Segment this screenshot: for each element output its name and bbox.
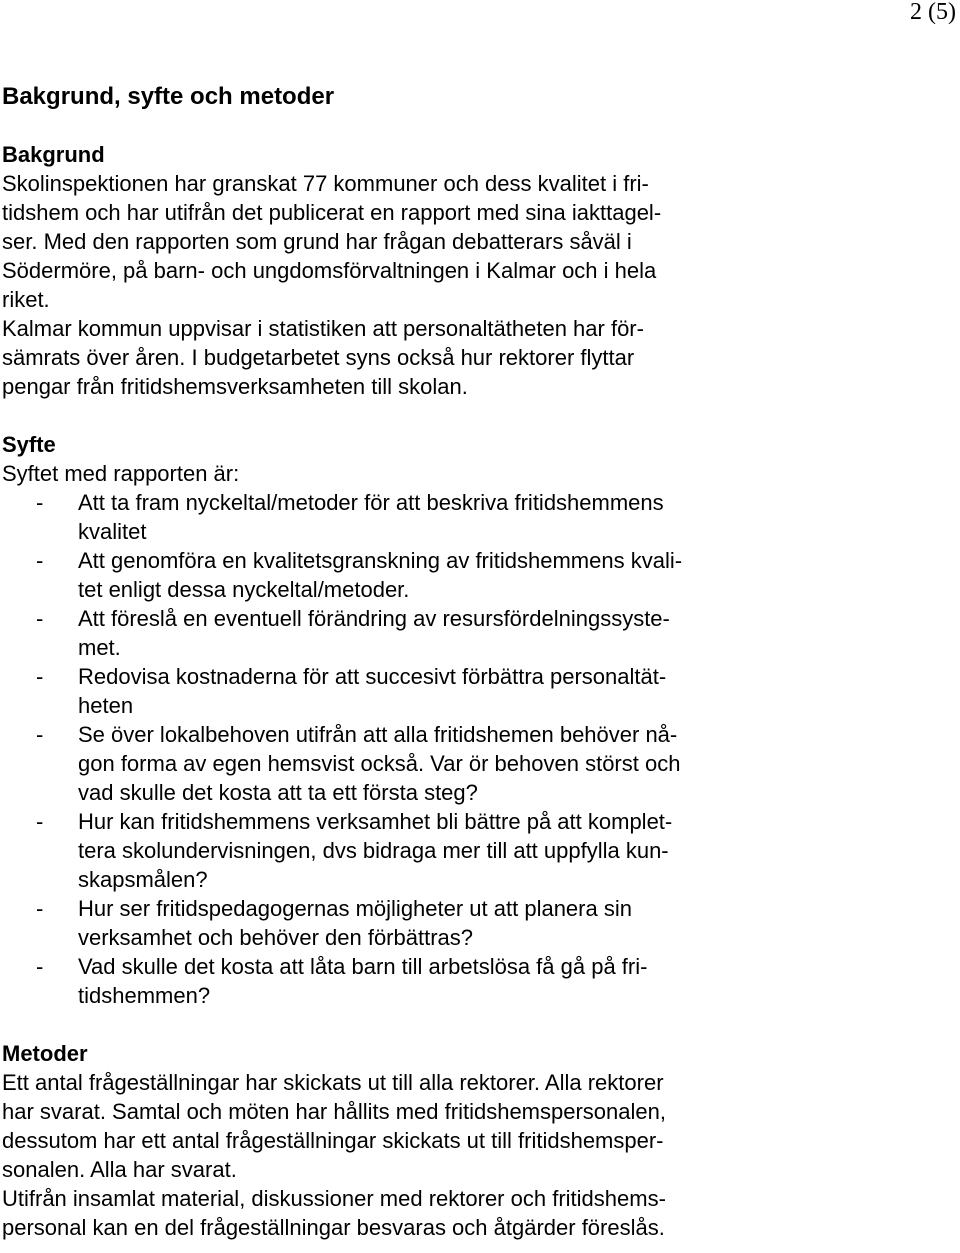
syfte-heading: Syfte	[2, 432, 56, 457]
list-item-line: Vad skulle det kosta att låta barn till arbetslösa få gå på fri-	[78, 954, 648, 979]
list-item-line: vad skulle det kosta att ta ett första steg?	[78, 780, 478, 805]
bullet-dash: -	[36, 490, 44, 515]
list-item-line: Att genomföra en kvalitetsgranskning av fritidshemmens kvali-	[78, 548, 683, 573]
list-item-line: Att ta fram nyckeltal/metoder för att beskriva fritidshemmens	[78, 490, 664, 515]
list-item	[2, 604, 942, 662]
bullet-dash: -	[36, 548, 44, 573]
list-item-line: Hur kan fritidshemmens verksamhet bli bättre på att komplet-	[78, 809, 673, 834]
list-item	[2, 662, 942, 720]
list-item-line: Se över lokalbehoven utifrån att alla fritidshemen behöver nå-	[78, 722, 678, 747]
list-item-line: Hur ser fritidspedagogernas möjligheter ut att planera sin	[78, 896, 632, 921]
metoder-line: Ett antal frågeställningar har skickats ut till alla rektorer. Alla rektorer	[2, 1070, 664, 1095]
list-item-line: Redovisa kostnaderna för att succesivt förbättra personaltät-	[78, 664, 667, 689]
bakgrund-line: ser. Med den rapporten som grund har frågan debatterars såväl i	[2, 229, 632, 254]
bakgrund-line: sämrats över åren. I budgetarbetet syns också hur rektorer flyttar	[2, 345, 635, 370]
list-item-line: kvalitet	[78, 519, 147, 544]
bakgrund-line: Skolinspektionen har granskat 77 kommuner och dess kvalitet i fri-	[2, 171, 649, 196]
metoder-line: sonalen. Alla har svarat.	[2, 1157, 237, 1182]
list-item-line: Att föreslå en eventuell förändring av resursfördelningssyste-	[78, 606, 670, 631]
list-item	[2, 546, 942, 604]
syfte-intro: Syftet med rapporten är:	[2, 461, 240, 486]
metoder-line: har svarat. Samtal och möten har hållits med fritidshemspersonalen,	[2, 1099, 666, 1124]
bakgrund-line: riket.	[2, 287, 50, 312]
metoder-line: Utifrån insamlat material, diskussioner med rektorer och fritidshems-	[2, 1186, 666, 1211]
bakgrund-heading: Bakgrund	[2, 142, 105, 167]
list-item-line: tera skolundervisningen, dvs bidraga mer till att uppfylla kun-	[78, 838, 669, 863]
list-item-line: gon forma av egen hemsvist också. Var ör behoven störst och	[78, 751, 681, 776]
syfte-list	[2, 488, 942, 1010]
page-number: 2 (5)	[910, 0, 956, 25]
list-item-line: skapsmålen?	[78, 867, 208, 892]
bakgrund-line: Södermöre, på barn- och ungdomsförvaltningen i Kalmar och i hela	[2, 258, 657, 283]
bullet-dash: -	[36, 809, 44, 834]
list-item-line: tet enligt dessa nyckeltal/metoder.	[78, 577, 410, 602]
list-item-line: heten	[78, 693, 134, 718]
section-syfte	[2, 430, 942, 1010]
list-item	[2, 488, 942, 546]
bullet-dash: -	[36, 896, 44, 921]
bakgrund-line: pengar från fritidshemsverksamheten till skolan.	[2, 374, 468, 399]
bullet-dash: -	[36, 722, 44, 747]
metoder-heading: Metoder	[2, 1041, 88, 1066]
list-item-line: verksamhet och behöver den förbättras?	[78, 925, 474, 950]
section-metoder	[2, 1039, 942, 1242]
bullet-dash: -	[36, 606, 44, 631]
bakgrund-line: tidshem och har utifrån det publicerat en rapport med sina iakttagel-	[2, 200, 662, 225]
list-item	[2, 807, 942, 894]
list-item-line: tidshemmen?	[78, 983, 211, 1008]
list-item-line: met.	[78, 635, 121, 660]
page-title: Bakgrund, syfte och metoder	[2, 83, 335, 110]
list-item	[2, 952, 942, 1010]
document-body	[2, 82, 942, 1242]
list-item	[2, 720, 942, 807]
section-bakgrund	[2, 140, 942, 401]
bakgrund-line: Kalmar kommun uppvisar i statistiken att personaltätheten har för-	[2, 316, 644, 341]
bullet-dash: -	[36, 954, 44, 979]
metoder-line: personal kan en del frågeställningar besvaras och åtgärder föreslås.	[2, 1215, 665, 1240]
metoder-line: dessutom har ett antal frågeställningar skickats ut till fritidshemsper-	[2, 1128, 664, 1153]
bullet-dash: -	[36, 664, 44, 689]
list-item	[2, 894, 942, 952]
